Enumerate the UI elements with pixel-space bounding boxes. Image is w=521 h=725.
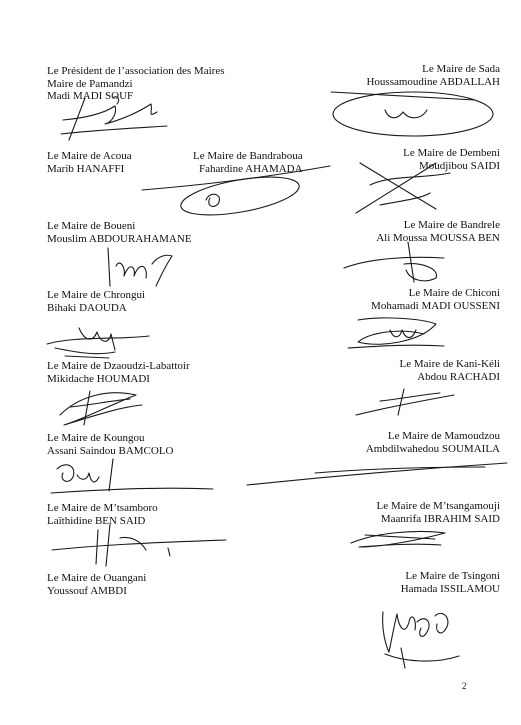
signatory-chiconi xyxy=(371,287,500,312)
signatory-title: Le Maire de Dembeni xyxy=(403,147,500,159)
signatory-name: Laïthidine BEN SAID xyxy=(47,514,146,527)
signature-bandrele xyxy=(340,238,450,288)
signatory-title: Le Maire de Chiconi xyxy=(408,287,500,299)
signatory-name: Mohamadi MADI OUSSENI xyxy=(371,299,500,312)
signatory-title: Le Maire de Sada xyxy=(422,63,500,75)
signature-boueni xyxy=(100,242,180,292)
signatory-title: Le Maire de M’tsamboro xyxy=(47,502,158,514)
signatory-title: Le Maire de Acoua xyxy=(47,150,132,162)
signatory-mamoudzou xyxy=(366,430,500,455)
signature-president xyxy=(55,90,175,145)
signature-mtsangamouji xyxy=(345,525,455,553)
signatory-title: Le Maire de Kani-Kéli xyxy=(399,358,500,370)
signatory-kani-keli xyxy=(400,358,500,383)
signature-dembeni xyxy=(340,155,460,217)
signatory-name: Ali Moussa MOUSSA BEN xyxy=(376,231,500,244)
signatory-name: Mouslim ABDOURAHAMANE xyxy=(47,232,192,245)
signatory-title: Le Maire de Bandraboua xyxy=(193,150,303,162)
signatory-title: Le Maire de Dzaoudzi-Labattoir xyxy=(47,360,190,372)
signature-mamoudzou xyxy=(245,455,510,495)
signatory-name: Maanrifa IBRAHIM SAID xyxy=(380,512,500,525)
signatory-ouangani xyxy=(47,572,146,597)
signatory-title: Le Maire de Koungou xyxy=(47,432,145,444)
signatory-chrongui xyxy=(47,289,145,314)
signature-bandraboua xyxy=(140,160,340,220)
signatory-title: Le Maire de Mamoudzou xyxy=(387,430,500,442)
signature-tsingoni xyxy=(375,592,465,672)
signatory-title: Le Maire de Boueni xyxy=(47,220,136,232)
signatory-mtsangamouji xyxy=(376,500,500,525)
signatory-dzaoudzi xyxy=(47,360,190,385)
signatory-koungou xyxy=(47,432,174,457)
signature-koungou xyxy=(47,455,217,505)
signatory-title: Le Maire de M’tsangamouji xyxy=(376,500,500,512)
signature-kani-keli xyxy=(350,385,460,420)
signature-chrongui xyxy=(45,318,155,360)
signatory-title: Le Maire de Chrongui xyxy=(47,289,146,301)
signatory-name: Ambdilwahedou SOUMAILA xyxy=(365,442,500,455)
signatory-name: Bihaki DAOUDA xyxy=(47,301,127,314)
signatory-name: Assani Saindou BAMCOLO xyxy=(47,444,174,457)
signatory-name: Moudjibou SAIDI xyxy=(419,159,500,172)
signature-dzaoudzi xyxy=(50,385,150,430)
signatory-name: Madi MADI SOUF xyxy=(47,90,134,102)
signatory-title: Le Maire de Bandrele xyxy=(403,219,500,231)
signatory-name: Houssamoudine ABDALLAH xyxy=(366,75,500,88)
signatory-name: Mikidache HOUMADI xyxy=(47,372,150,385)
signatory-name: Abdou RACHADI xyxy=(417,370,500,383)
signatory-name: Hamada ISSILAMOU xyxy=(400,582,500,595)
signatory-title: Le Maire de Ouangani xyxy=(47,572,147,584)
signature-mtsamboro xyxy=(50,520,230,572)
signatory-name: Youssouf AMBDI xyxy=(47,584,127,597)
signatory-title: Le Président de l’association des Maires xyxy=(47,65,225,77)
signature-chiconi xyxy=(340,312,450,354)
signatory-name: Marib HANAFFI xyxy=(47,162,125,175)
signatory-title: Le Maire de Tsingoni xyxy=(405,570,500,582)
page-number: 2 xyxy=(462,681,467,691)
signature-sada xyxy=(325,82,515,140)
signatory-title-2: Maire de Pamandzi xyxy=(47,77,133,90)
signatory-name: Fahardine AHAMADA xyxy=(199,162,303,175)
signatory-acoua xyxy=(47,150,132,175)
